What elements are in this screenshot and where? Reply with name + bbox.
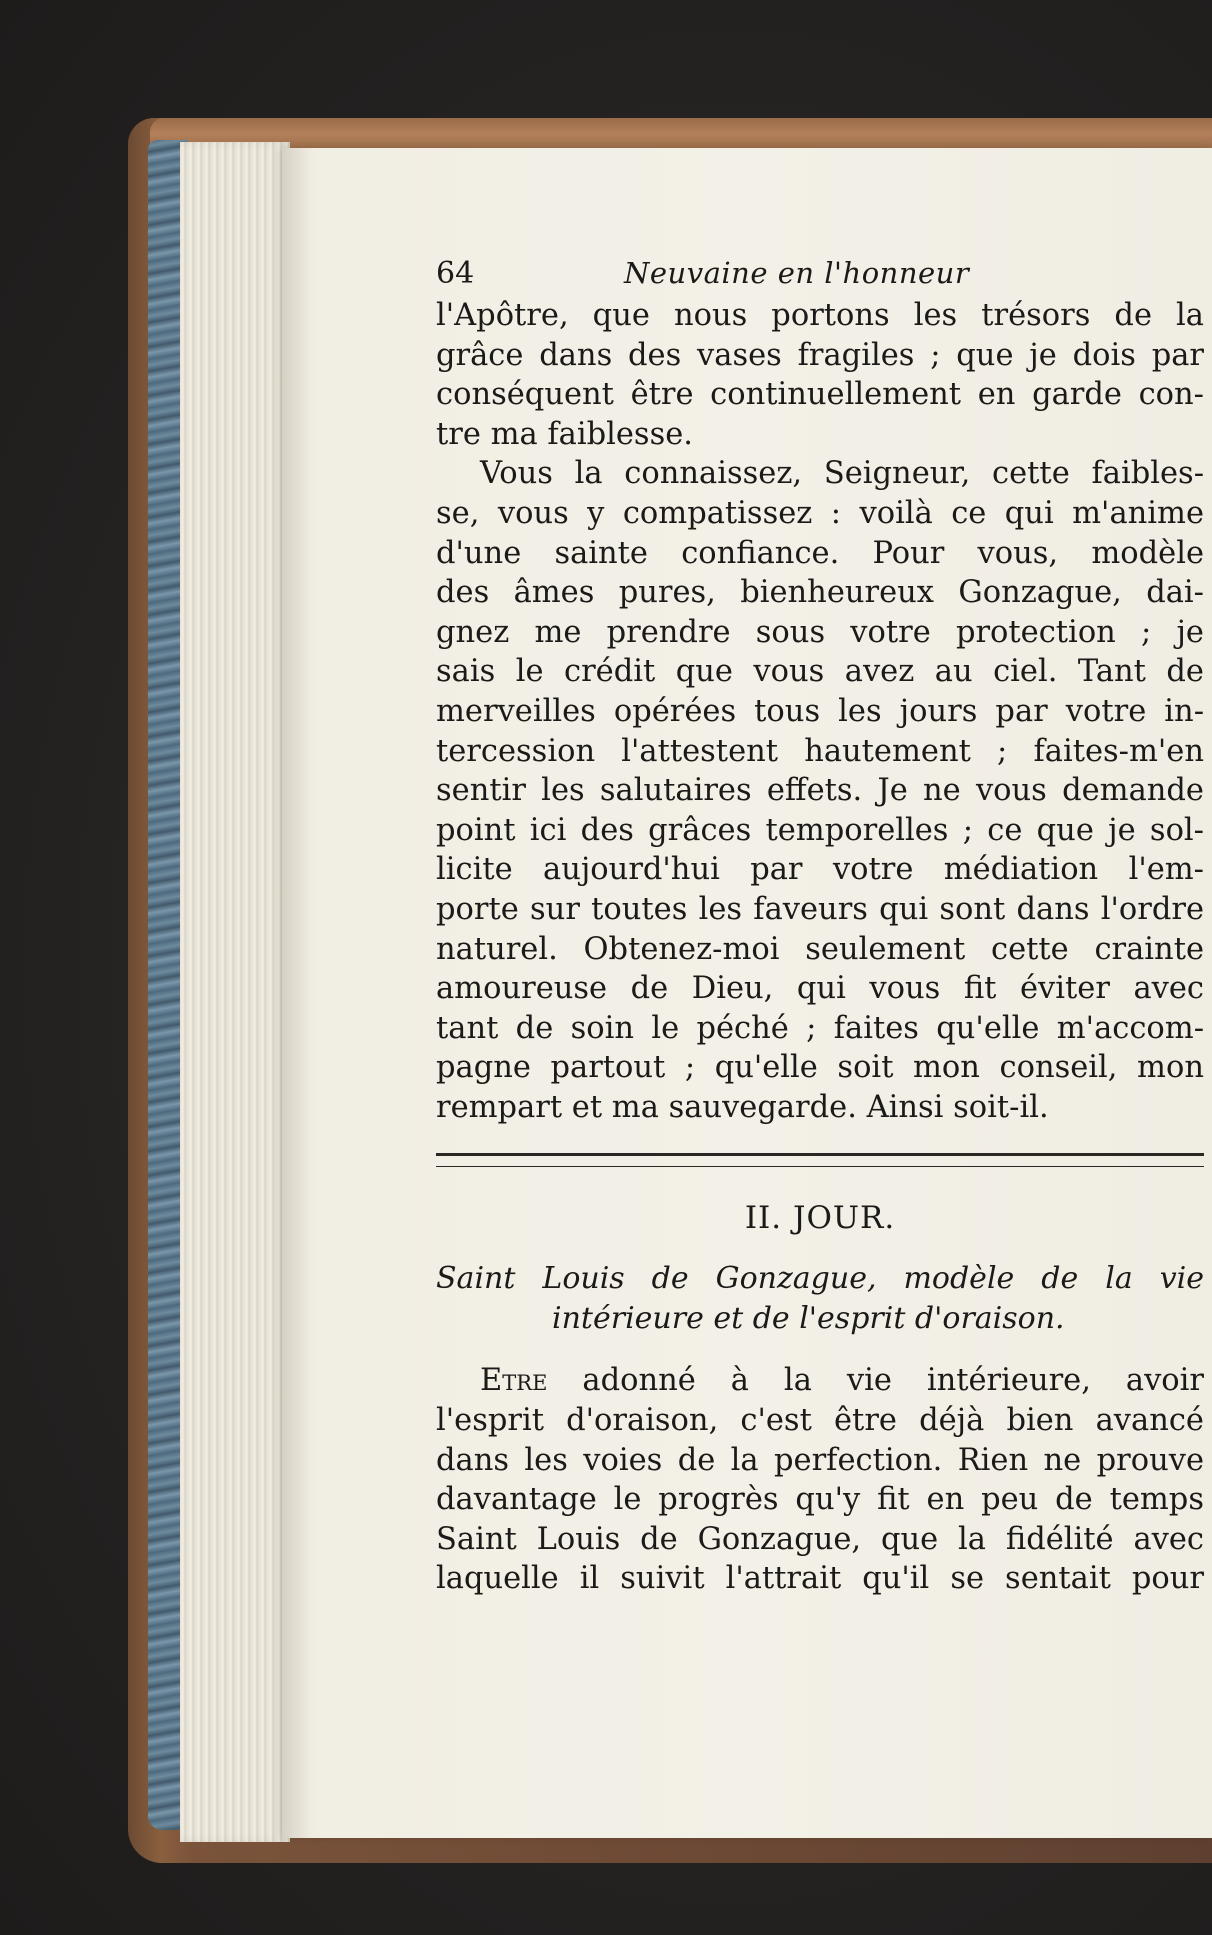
text-line: tercession l'attestent hautement ; faites-m'en [436, 733, 1204, 769]
paragraph-1 [436, 296, 1204, 454]
text-line: point ici des grâces temporelles ; ce que je sol- [436, 812, 1204, 848]
text-line: l'Apôtre, que nous portons les trésors de la [436, 298, 1204, 333]
text-line: des âmes pures, bienheureux Gonzague, dai- [436, 575, 1204, 611]
text-line: tre ma faiblesse. [436, 416, 693, 452]
text-line: sentir les salutaires effets. Je ne vous demande [436, 773, 1204, 809]
running-head-title: Neuvaine en l'honneur [624, 256, 970, 290]
running-head [436, 256, 1204, 296]
paragraph-2 [436, 454, 1204, 1127]
text-line: grâce dans des vases fragiles ; que je dois par [436, 337, 1204, 373]
page-number: 64 [436, 256, 475, 291]
text-line: naturel. Obtenez-moi seulement cette crainte [436, 931, 1204, 967]
text-line: porte sur toutes les faveurs qui sont dans l'ordre [436, 891, 1204, 927]
text-line: licite aujourd'hui par votre médiation l'em- [436, 852, 1204, 888]
page-stack [180, 142, 290, 1842]
text-line: merveilles opérées tous les jours par votre in- [436, 693, 1204, 729]
text-line: rempart et ma sauvegarde. Ainsi soit-il. [436, 1089, 1049, 1125]
lead-word: Etre [480, 1363, 548, 1399]
text-line: amoureuse de Dieu, qui vous fit éviter avec [436, 971, 1204, 1007]
text-line [436, 1361, 1204, 1401]
text-line: pagne partout ; qu'elle soit mon conseil, mon [436, 1050, 1204, 1086]
gutter-shadow [282, 148, 312, 1838]
text-line: tant de soin le péché ; faites qu'elle m'accom- [436, 1010, 1204, 1046]
paragraph-3 [436, 1361, 1204, 1599]
text-line: dans les voies de la perfection. Rien ne prouve [436, 1442, 1204, 1478]
section-subtitle-line: intérieure et de l'esprit d'oraison. [552, 1301, 1065, 1337]
text-line: se, vous y compatissez : voilà ce qui m'anime [436, 495, 1204, 531]
text-line: Vous la connaissez, Seigneur, cette faibles- [480, 456, 1204, 492]
text-line: davantage le progrès qu'y fit en peu de temps [436, 1482, 1204, 1518]
text-line: laquelle il suivit l'attrait qu'il se sentait pour [436, 1561, 1204, 1597]
text-block [436, 256, 1204, 1599]
section-divider-rule [436, 1153, 1204, 1167]
text-line: conséquent être continuellement en garde con- [436, 377, 1204, 413]
section-subtitle-line: Saint Louis de Gonzague, modèle de la vie [436, 1261, 1204, 1297]
text-line: sais le crédit que vous avez au ciel. Tant de [436, 654, 1204, 690]
text-span: adonné à la vie intérieure, avoir [547, 1363, 1204, 1399]
text-line: gnez me prendre sous votre protection ; je [436, 614, 1204, 650]
text-line: Saint Louis de Gonzague, que la fidélité avec [436, 1521, 1204, 1557]
section-title: II. JOUR. [744, 1200, 896, 1237]
text-line: d'une sainte confiance. Pour vous, modèle [436, 535, 1204, 571]
text-line: l'esprit d'oraison, c'est être déjà bien avancé [436, 1403, 1204, 1439]
